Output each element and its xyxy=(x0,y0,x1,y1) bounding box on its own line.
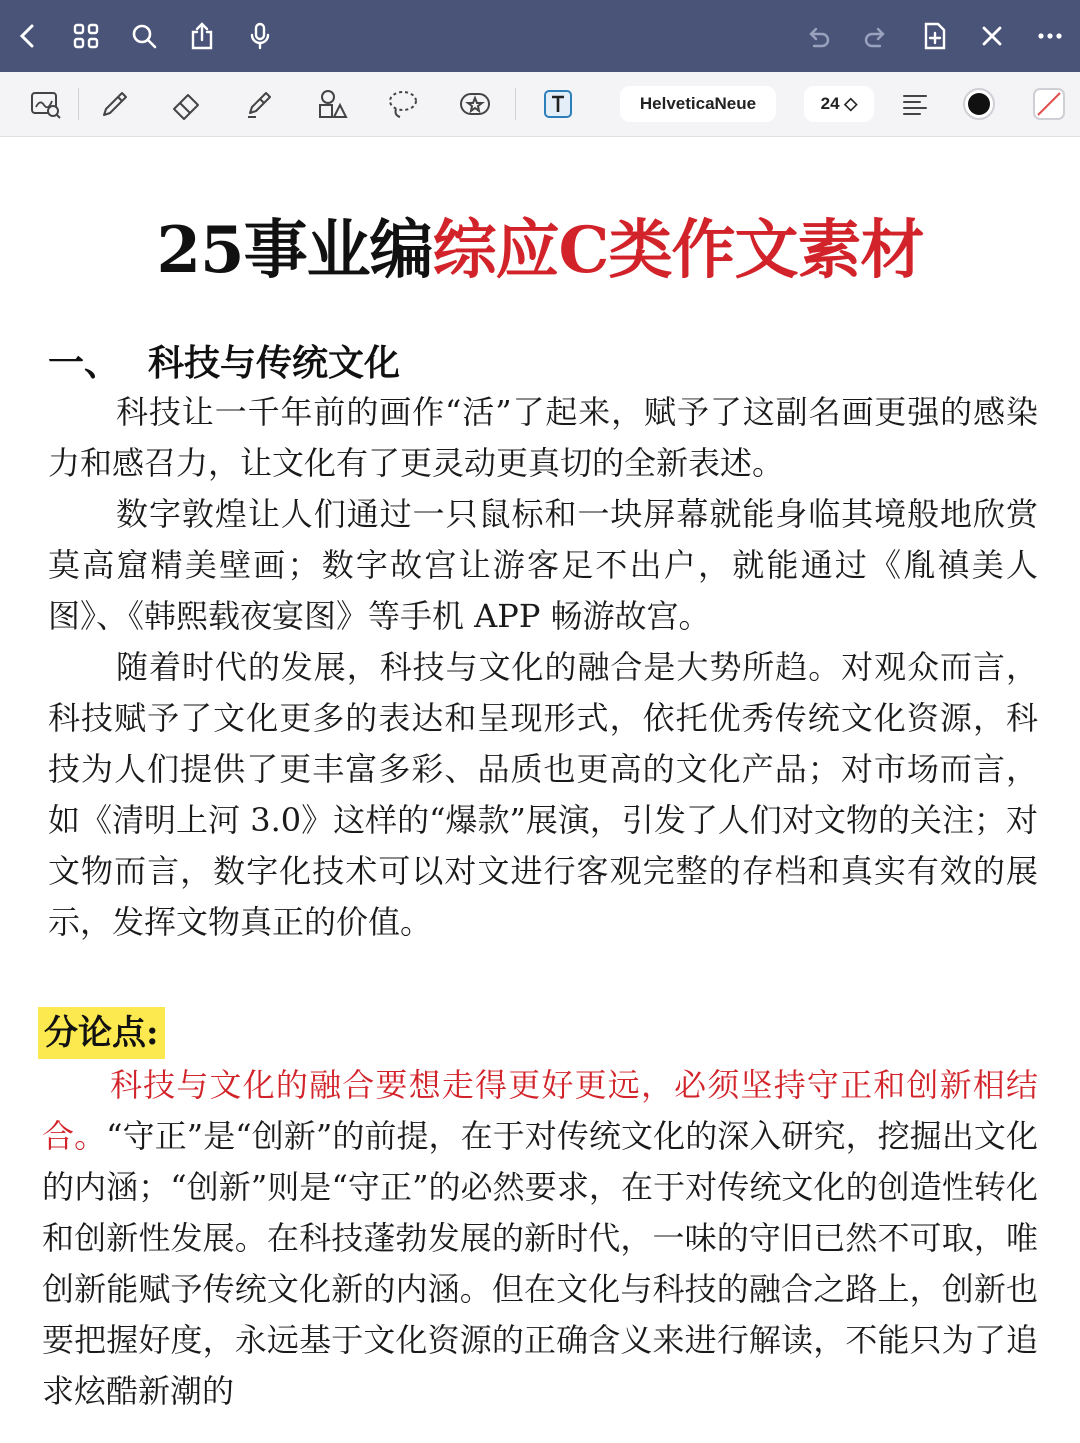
sticker-icon[interactable] xyxy=(452,82,498,126)
pen-icon[interactable] xyxy=(92,82,138,126)
section-title: 科技与传统文化 xyxy=(148,342,401,384)
paragraph-3: 随着时代的发展，科技与文化的融合是大势所趋。对观众而言，科技赋予了文化更多的表达和呈现形式，依托优秀传统文化资源，科技为人们提供了更丰富多彩、品质也更高的文化产品；对市场而言，如《清明上河 3.0》这样的“爆款”展演，引发了人们对文物的关注；对文物而言，数字化技术可以对文进行客观完整的存档和真实有效的展示，发挥文物真正的价值。 xyxy=(48,648,1038,941)
tool-bar xyxy=(0,72,1080,137)
shapes-icon[interactable] xyxy=(308,82,354,126)
section-number: 一、 xyxy=(48,342,121,384)
sub-argument-highlight: 科技与文化的融合要想走得更好更远，必须坚持守正和创新相结合。 xyxy=(42,1066,1038,1155)
eraser-icon[interactable] xyxy=(164,82,210,126)
sub-argument-paragraph xyxy=(42,1060,1038,1417)
sub-argument-label: 分论点: xyxy=(38,1007,165,1059)
font-size-selector[interactable]: 24 ◇ xyxy=(804,86,874,122)
zoom-window-icon[interactable] xyxy=(22,82,68,126)
microphone-icon[interactable] xyxy=(242,18,278,54)
document-title xyxy=(0,199,1080,291)
section-heading xyxy=(48,335,400,386)
text-tool-icon[interactable] xyxy=(535,82,581,126)
share-icon[interactable] xyxy=(184,18,220,54)
sub-argument-body: “守正”是“创新”的前提，在于对传统文化的深入研究，挖掘出文化的内涵；“创新”则是“守正”的必然要求，在于对传统文化的创造性转化和创新性发展。在科技蓬勃发展的新时代，一味的守旧已然不可取，唯创新能赋予传统文化新的内涵。但在文化与科技的融合之路上，创新也要把握好度，永远基于文化资源的正确含义来进行解读，不能只为了追求炫酷新潮的 xyxy=(42,1117,1038,1410)
more-icon[interactable] xyxy=(1032,18,1068,54)
undo-icon[interactable] xyxy=(800,18,836,54)
grid-view-icon[interactable] xyxy=(68,18,104,54)
highlighter-icon[interactable] xyxy=(236,82,282,126)
lasso-icon[interactable] xyxy=(380,82,426,126)
search-icon[interactable] xyxy=(126,18,162,54)
redo-icon[interactable] xyxy=(858,18,894,54)
title-black-part: 25事业编 xyxy=(156,213,433,288)
background-color-icon[interactable] xyxy=(1026,82,1072,126)
toolbar-divider xyxy=(78,88,79,120)
top-nav-bar xyxy=(0,0,1080,72)
close-icon[interactable] xyxy=(974,18,1010,54)
add-page-icon[interactable] xyxy=(916,18,952,54)
title-red-part: 综应C类作文素材 xyxy=(432,213,924,288)
paragraph-2: 数字敦煌让人们通过一只鼠标和一块屏幕就能身临其境般地欣赏莫高窟精美壁画；数字故宫让游客足不出户，就能通过《胤禛美人图》、《韩熙载夜宴图》等手机 APP 畅游故宫。 xyxy=(48,495,1038,635)
paragraph-1: 科技让一千年前的画作“活”了起来，赋予了这副名画更强的感染力和感召力，让文化有了更灵动更真切的全新表述。 xyxy=(48,393,1038,482)
document-canvas[interactable] xyxy=(0,137,1080,1443)
font-name-selector[interactable]: HelveticaNeue xyxy=(620,86,776,122)
toolbar-divider xyxy=(515,88,516,120)
text-align-icon[interactable] xyxy=(892,82,938,126)
color-picker-icon[interactable] xyxy=(956,82,1002,126)
back-icon[interactable] xyxy=(10,18,46,54)
